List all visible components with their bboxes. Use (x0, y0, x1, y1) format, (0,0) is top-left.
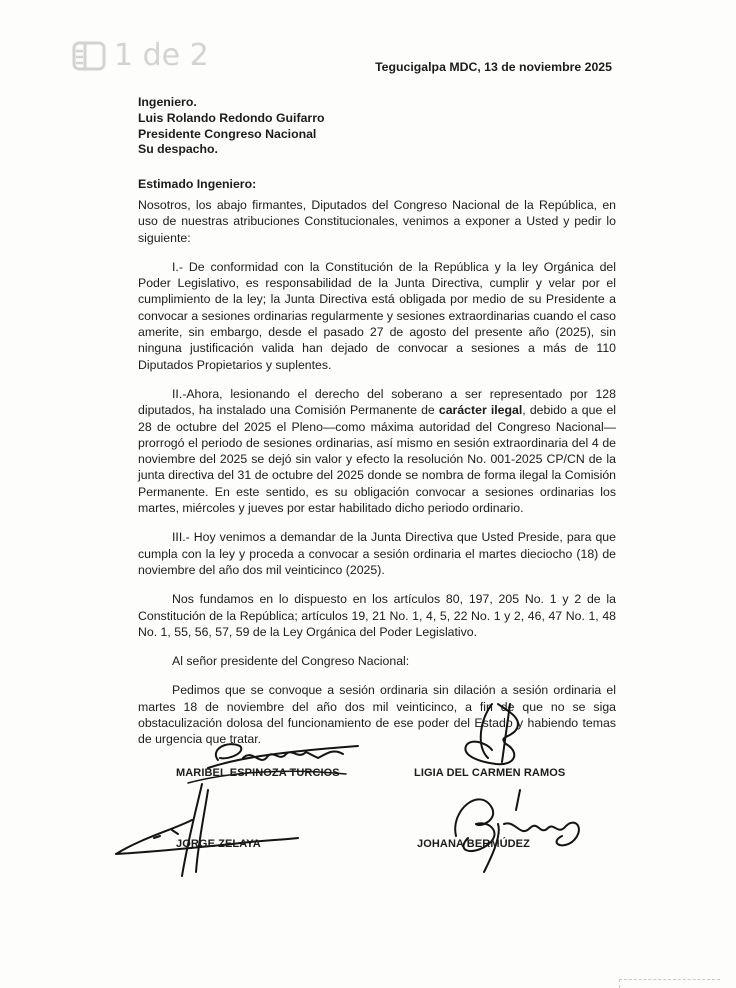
request-paragraph: Pedimos que se convoque a sesión ordinaria sin dilación a sesión ordinaria el martes 18 de noviembre del año dos mil veinticinco, a fin de que no se siga obstaculización dolosa del funcionamiento de ese poder del Estado y habiendo temas de urgencia que tratar. (138, 683, 616, 747)
letter-date: Tegucigalpa MDC, 13 de noviembre 2025 (375, 60, 612, 74)
corner-mark (619, 979, 720, 988)
signatory-name-2: LIGIA DEL CARMEN RAMOS (414, 767, 566, 779)
salutation: Estimado Ingeniero: (138, 177, 257, 191)
signatory-name-4: JOHANA BERMÚDEZ (417, 838, 530, 850)
point-1-paragraph: I.- De conformidad con la Constitución de la República y la ley Orgánica del Poder Legislativo, es responsabilidad de la Junta Directiva, cumplir y velar por el cumplimiento de la ley; la Junta Directiva está obligada por medio de su Presidente a convocar a sesiones ordinarias regularmente y sesiones extraordinarias cuando el caso amerite, sin embargo, desde el pasado 27 de agosto del presente año (2025), sin ninguna justificación valida han dejado de convocar a sesiones a más de 110 Diputados Propietarios y suplentes. (138, 259, 616, 372)
point-2-bold: carácter ilegal (438, 403, 523, 418)
page-counter (72, 38, 209, 73)
signature-zelaya (112, 780, 302, 880)
recipient-office: Su despacho. (138, 142, 218, 157)
recipient-block (138, 95, 325, 158)
page-layout-icon (72, 41, 106, 71)
signatory-name-1: MARIBEL ESPINOZA TURCIOS (176, 767, 340, 779)
point-3-paragraph: III.- Hoy venimos a demandar de la Junta Directiva que Usted Preside, para que cumpla con la ley y proceda a convocar a sesión ordinaria el martes dieciocho (18) de noviembre del año dos mil veinticinco (2025). (138, 530, 616, 577)
recipient-title: Ingeniero. (138, 95, 197, 109)
intro-paragraph: Nosotros, los abajo firmantes, Diputados del Congreso Nacional de la República, en uso de nuestras atribuciones Constitucionales, venimos a exponer a Usted y pedir lo siguiente: (138, 198, 616, 245)
recipient-position: Presidente Congreso Nacional (138, 126, 317, 141)
address-line: Al señor presidente del Congreso Nacional: (172, 654, 410, 669)
signature-espinoza (168, 728, 368, 788)
point-2-paragraph (138, 386, 616, 516)
legal-basis-paragraph: Nos fundamos en lo dispuesto en los artículos 80, 197, 205 No. 1 y 2 de la Constitución de la República; artículos 19, 21 No. 1, 4, 5, 22 No. 1 y 2, 46, 47 No. 1, 48 No. 1, 55, 56, 57, 59 de la Ley Orgánica del Poder Legislativo. (138, 592, 616, 639)
page-counter-label: 1 de 2 (114, 38, 209, 73)
point-2-text-b: , debido a que el 28 de octubre del 2025 el Pleno—como máxima autoridad del Congreso Nacional—prorrogó el periodo de sesiones ordinarias, así mismo en sesión extraordinaria del 4 de noviembre del 2025 se dejó sin valor y efecto la resolución No. 001-2025 CP/CN de la junta directiva del 31 de octubre del 2025 donde se nombra de forma ilegal la Comisión Permanente. En este sentido, es su obligación convocar a sesiones ordinarias los martes, miércoles y jueves por estar habilitado dicho periodo ordinario. (138, 403, 617, 516)
signatory-name-3: JORGE ZELAYA (176, 838, 261, 850)
letter-body (138, 197, 616, 761)
point-2-text-a: II.-Ahora, lesionando el derecho del soberano a ser representado por 128 diputados, ha instalado una Comisión Permanente de (138, 386, 616, 418)
signature-bermudez (420, 780, 590, 880)
recipient-name: Luis Rolando Redondo Guifarro (138, 110, 325, 125)
